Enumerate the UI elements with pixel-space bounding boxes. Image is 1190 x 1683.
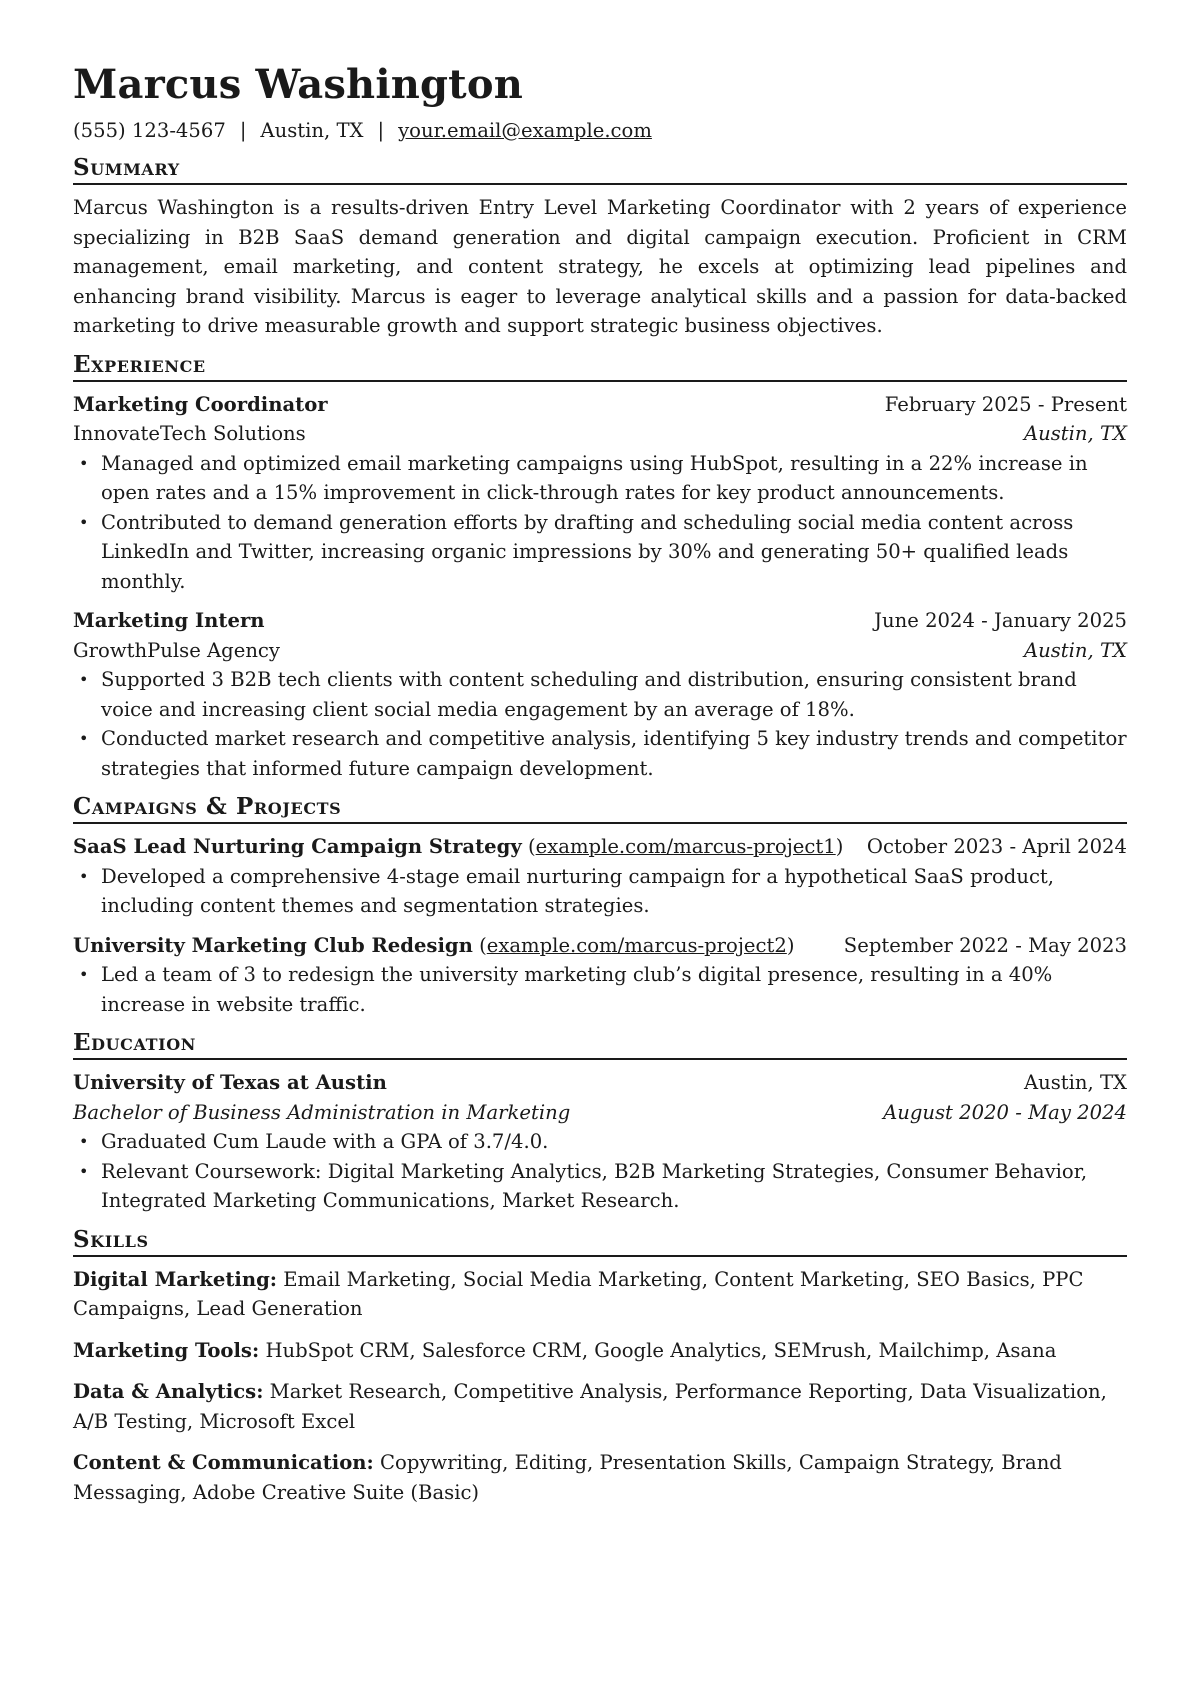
section-title-skills: Skills bbox=[73, 1226, 1127, 1257]
summary-text: Marcus Washington is a results-driven Entry Level Marketing Coordinator with 2 years of experience specializing in B2B SaaS demand generation and digital campaign execution. Proficient in CRM management, email marketing, and content strategy, he excels at optimizing lead pipelines and enhancing brand visibility. Marcus is eager to leverage analytical skills and a passion for data-backed marketing to drive measurable growth and support strategic business objectives. bbox=[73, 196, 1127, 337]
section-title-projects: Campaigns & Projects bbox=[73, 793, 1127, 824]
job-role: Marketing Coordinator bbox=[73, 392, 328, 416]
project-link-wrapper: (example.com/marcus-project2) bbox=[479, 933, 795, 957]
list-item: • Relevant Coursework: Digital Marketing Analytics, B2B Marketing Strategies, Consumer Behavior, Integrated Marketing Communications, Market Research. bbox=[101, 1157, 1127, 1216]
phone-number: (555) 123-4567 bbox=[73, 119, 226, 142]
list-item: • Conducted market research and competitive analysis, identifying 5 key industry trends and competitor strategies that informed future campaign development. bbox=[101, 724, 1127, 783]
resume-page bbox=[73, 60, 1127, 1519]
summary-section bbox=[73, 154, 1127, 341]
projects-section bbox=[73, 793, 1127, 1019]
list-item: • Graduated Cum Laude with a GPA of 3.7/4.0. bbox=[101, 1127, 1127, 1157]
job-entry bbox=[73, 390, 1127, 597]
skill-group-label: Digital Marketing: bbox=[73, 1267, 278, 1291]
project-link-wrapper: (example.com/marcus-project1) bbox=[527, 835, 844, 858]
skill-group-label: Data & Analytics: bbox=[73, 1380, 264, 1403]
section-title-education: Education bbox=[73, 1029, 1127, 1060]
job-company: InnovateTech Solutions bbox=[73, 422, 306, 445]
job-company: GrowthPulse Agency bbox=[73, 638, 280, 662]
skill-group-items: Copywriting, Editing, Presentation Skills, Campaign Strategy, Brand Messaging, Adobe Creative Suite (Basic) bbox=[73, 1451, 1062, 1504]
contact-separator: | bbox=[239, 119, 247, 142]
project-name: SaaS Lead Nurturing Campaign Strategy bbox=[73, 835, 522, 858]
job-dates: June 2024 - January 2025 bbox=[874, 609, 1127, 632]
job-role: Marketing Intern bbox=[73, 609, 265, 632]
skill-group-label: Content & Communication: bbox=[73, 1451, 374, 1474]
project-bullets bbox=[73, 960, 1127, 1019]
job-entry bbox=[73, 606, 1127, 783]
skill-group-items: Email Marketing, Social Media Marketing, Content Marketing, SEO Basics, PPC Campaigns, Lead Generation bbox=[73, 1267, 1084, 1320]
skill-group bbox=[73, 1448, 1127, 1507]
list-item: • Managed and optimized email marketing campaigns using HubSpot, resulting in a 22% increase in open rates and a 15% improvement in click-through rates for key product announcements. bbox=[101, 449, 1127, 508]
project-link[interactable]: example.com/marcus-project1 bbox=[535, 835, 836, 858]
project-name: University Marketing Club Redesign bbox=[73, 933, 473, 957]
contact-separator: | bbox=[377, 119, 385, 142]
skill-group-items: Market Research, Competitive Analysis, Performance Reporting, Data Visualization, A/B Testing, Microsoft Excel bbox=[73, 1380, 1107, 1433]
school-name: University of Texas at Austin bbox=[73, 1071, 387, 1094]
job-bullets bbox=[73, 665, 1127, 783]
job-bullets bbox=[73, 449, 1127, 597]
list-item: • Led a team of 3 to redesign the university marketing club’s digital presence, resulting in a 40% increase in website traffic. bbox=[101, 960, 1127, 1019]
skill-group-items: HubSpot CRM, Salesforce CRM, Google Analytics, SEMrush, Mailchimp, Asana bbox=[265, 1338, 1057, 1362]
education-dates: August 2020 - May 2024 bbox=[883, 1100, 1127, 1124]
skill-group bbox=[73, 1377, 1127, 1436]
list-item: • Developed a comprehensive 4-stage email nurturing campaign for a hypothetical SaaS product, including content themes and segmentation strategies. bbox=[101, 862, 1127, 921]
skills-section bbox=[73, 1226, 1127, 1508]
email-link[interactable]: your.email@example.com bbox=[398, 119, 652, 142]
location-text: Austin, TX bbox=[260, 119, 364, 142]
section-title-experience: Experience bbox=[73, 351, 1127, 382]
project-dates: September 2022 - May 2023 bbox=[843, 933, 1127, 957]
project-entry bbox=[73, 931, 1127, 1020]
education-bullets bbox=[73, 1127, 1127, 1216]
degree-name: Bachelor of Business Administration in Marketing bbox=[73, 1100, 571, 1124]
skill-group bbox=[73, 1336, 1127, 1366]
contact-line bbox=[73, 118, 1127, 144]
project-link[interactable]: example.com/marcus-project2 bbox=[486, 933, 787, 957]
education-entry bbox=[73, 1068, 1127, 1216]
list-item: • Contributed to demand generation efforts by drafting and scheduling social media content across LinkedIn and Twitter, increasing organic impressions by 30% and generating 50+ qualified leads monthly. bbox=[101, 508, 1127, 597]
job-location: Austin, TX bbox=[1023, 638, 1127, 662]
section-title-summary: Summary bbox=[73, 154, 1127, 185]
skill-group-label: Marketing Tools: bbox=[73, 1338, 260, 1362]
skill-group bbox=[73, 1265, 1127, 1324]
job-dates: February 2025 - Present bbox=[884, 392, 1127, 416]
job-location: Austin, TX bbox=[1023, 422, 1127, 445]
project-entry bbox=[73, 832, 1127, 921]
school-location: Austin, TX bbox=[1023, 1071, 1127, 1094]
experience-section bbox=[73, 351, 1127, 784]
list-item: • Supported 3 B2B tech clients with content scheduling and distribution, ensuring consistent brand voice and increasing client social media engagement by an average of 18%. bbox=[101, 665, 1127, 724]
education-section bbox=[73, 1029, 1127, 1216]
candidate-name: Marcus Washington bbox=[73, 61, 524, 108]
project-bullets bbox=[73, 862, 1127, 921]
project-dates: October 2023 - April 2024 bbox=[866, 835, 1127, 858]
